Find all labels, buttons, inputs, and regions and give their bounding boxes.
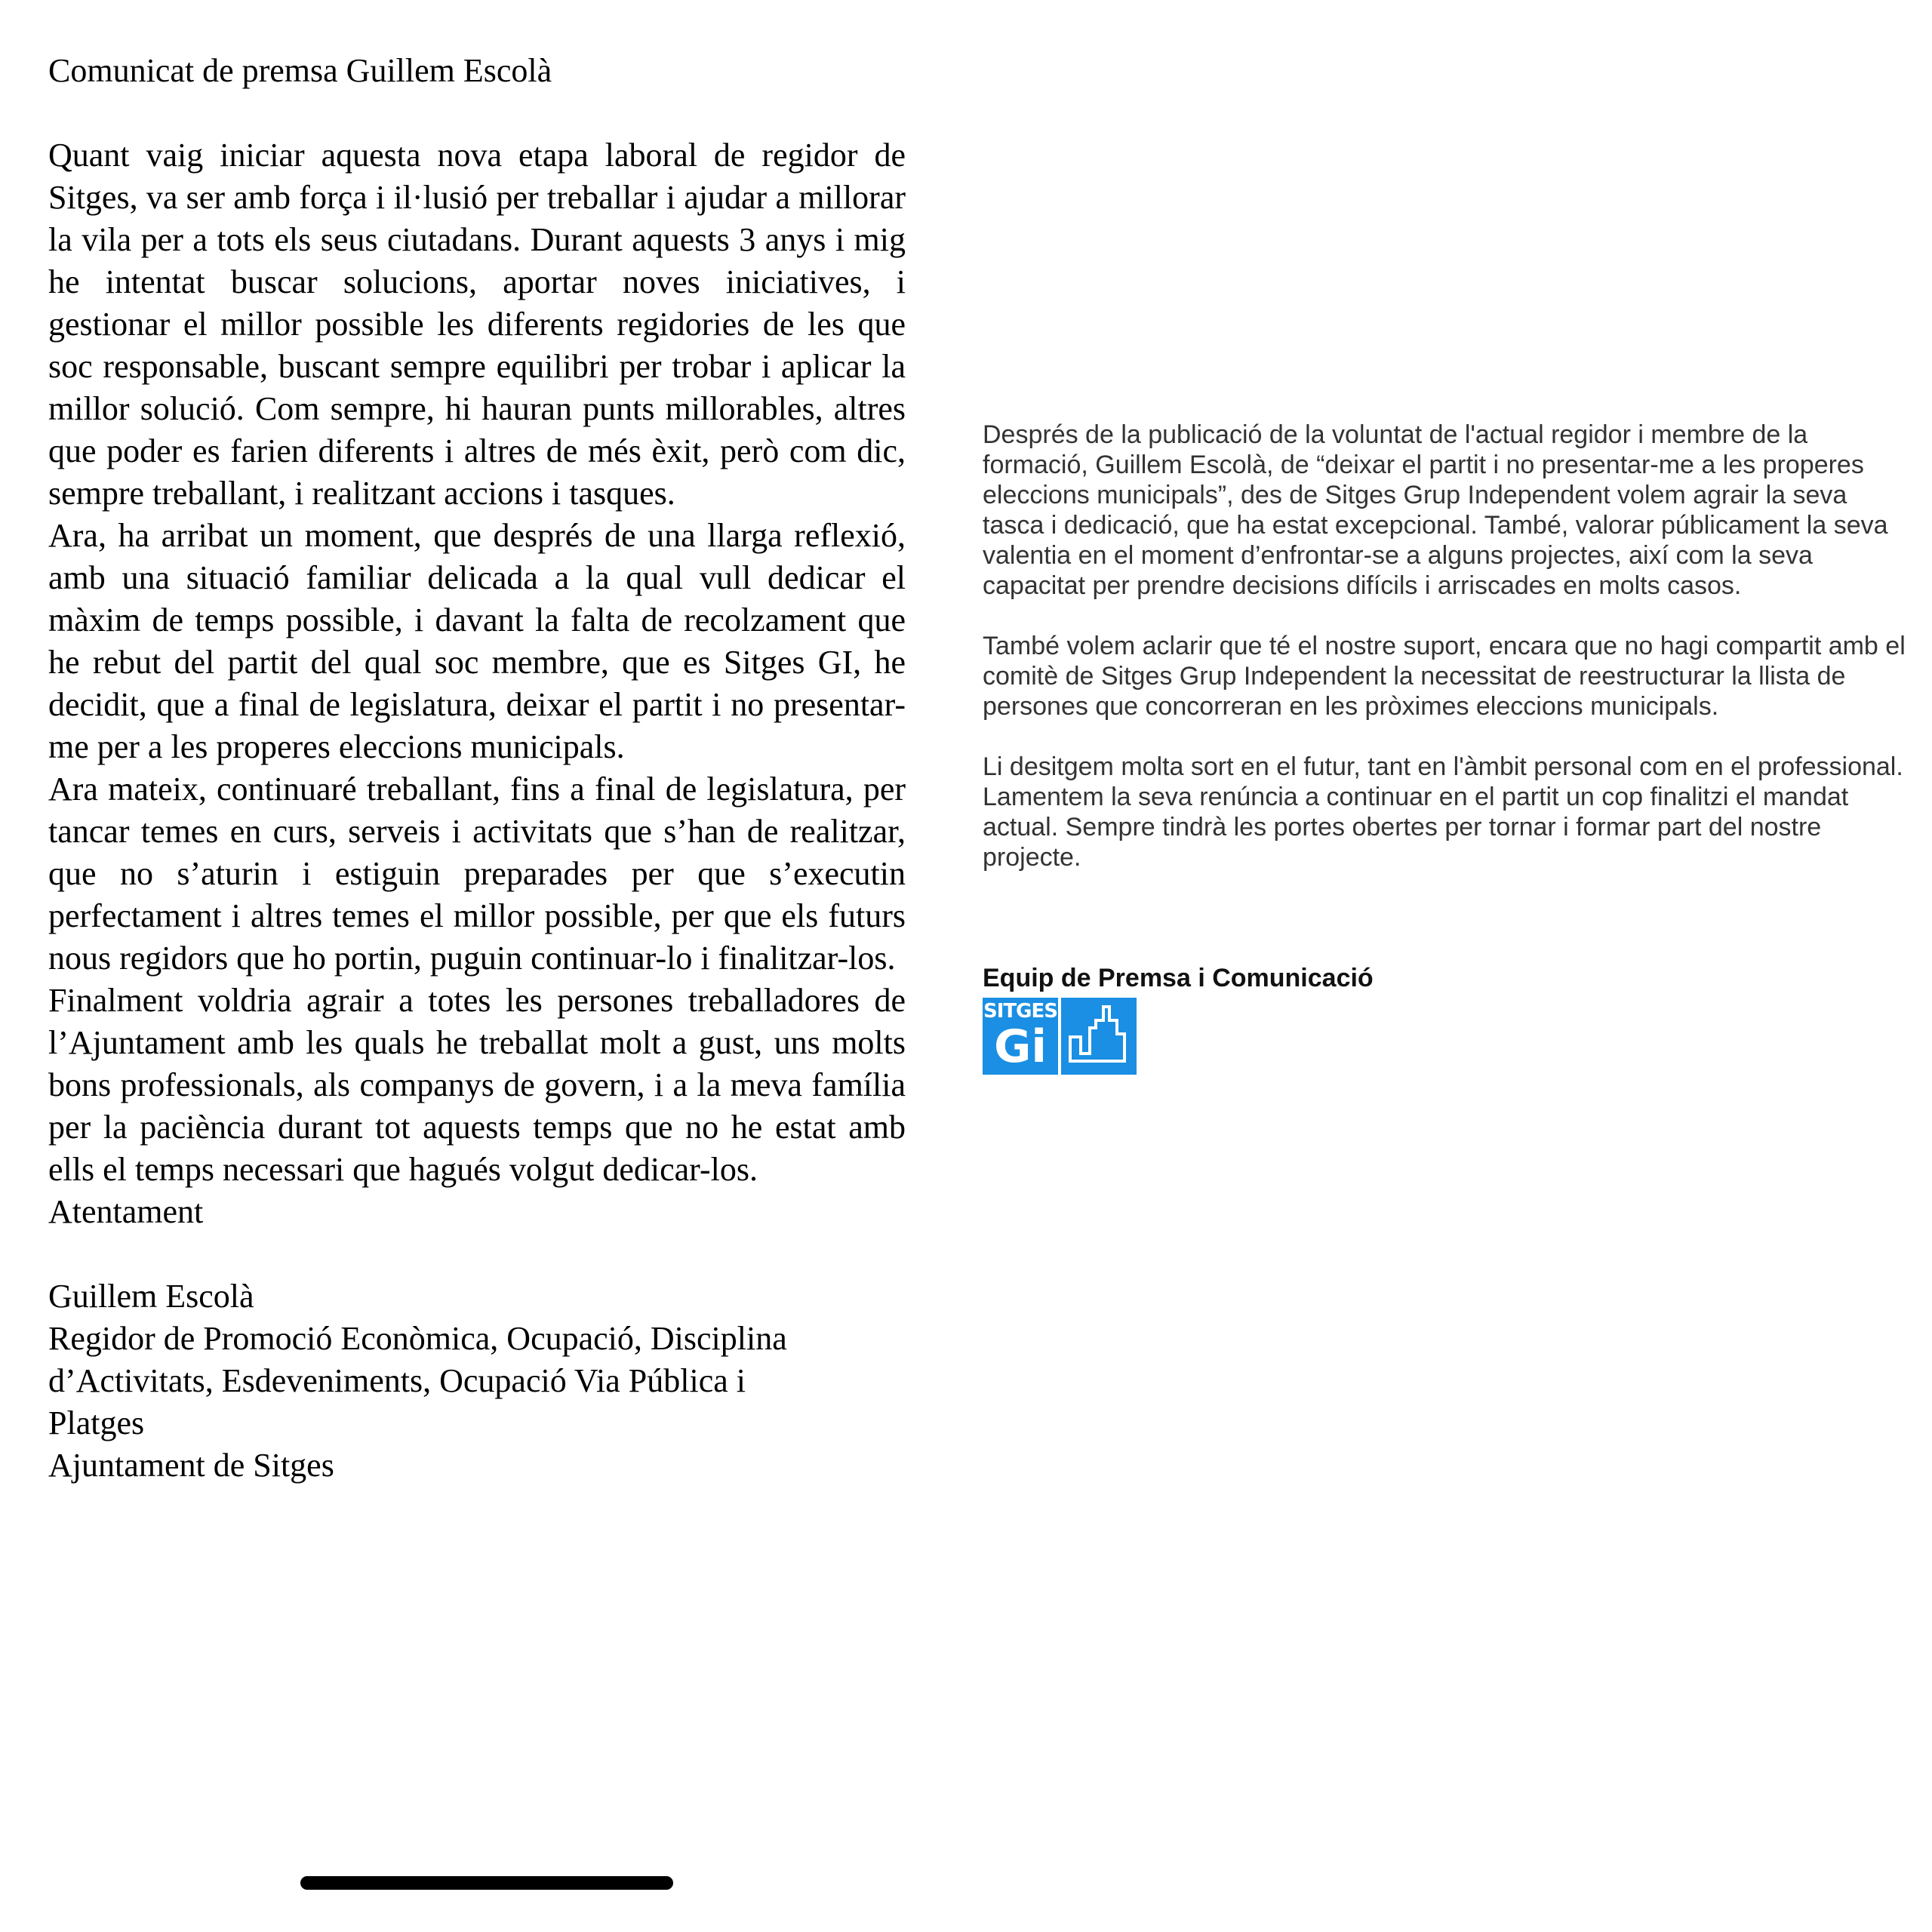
party-response-statement bbox=[983, 420, 1914, 1075]
statement-paragraph: Ara mateix, continuaré treballant, fins a final de legislatura, per tancar temes en curs, serveis i activitats que s’han de realitzar, que no s’aturin i estiguin preparades per que s’executin perfectament i altres temes el millor possible, per que els futurs nous regidors que ho portin, puguin continuar-lo i finalitzar-los. bbox=[48, 771, 906, 977]
sitges-gi-logo bbox=[983, 998, 1914, 1075]
logo-gi-text: Gi bbox=[994, 1020, 1047, 1073]
response-paragraph: Li desitgem molta sort en el futur, tant en l'àmbit personal com en el professional. Lamentem la seva renúncia a continuar en el partit un cop finalitzi el mandat actual. Sempre tindrà les portes obertes per tornar i formar part del nostre projecte. bbox=[983, 752, 1903, 872]
home-indicator[interactable] bbox=[300, 1876, 673, 1890]
signature-organization: Ajuntament de Sitges bbox=[48, 1447, 334, 1484]
building-outline-icon bbox=[1061, 998, 1137, 1075]
statement-paragraph: Ara, ha arribat un moment, que després de una llarga reflexió, amb una situació familiar delicada a la qual vull dedicar el màxim de temps possible, i davant la falta de recolzament que he rebut del partit del qual soc membre, que es Sitges GI, he decidit, que a final de legislatura, deixar el partit i no presentar-me per a les properes eleccions municipals. bbox=[48, 517, 906, 765]
logo-text-box bbox=[983, 998, 1058, 1075]
press-release-statement bbox=[48, 50, 906, 1487]
signature-name: Guillem Escolà bbox=[48, 1278, 254, 1315]
signature-role-line: Regidor de Promoció Econòmica, Ocupació, Disciplina bbox=[48, 1320, 787, 1357]
statement-closing: Atentament bbox=[48, 1193, 204, 1230]
statement-paragraph: Finalment voldria agrair a totes les persones treballadores de l’Ajuntament amb les quals he treballat molt a gust, uns molts bons professionals, als companys de govern, i a la meva família per la paciència durant tot aquests temps que no he estat amb ells el temps necessari que hagués volgut dedicar-los. bbox=[48, 982, 906, 1188]
signature-block bbox=[48, 1275, 906, 1487]
statement-paragraph: Quant vaig iniciar aquesta nova etapa laboral de regidor de Sitges, va ser amb força i il·lusió per treballar i ajudar a millorar la vila per a tots els seus ciutadans. Durant aquests 3 anys i mig he intentat buscar solucions, aportar noves iniciatives, i gestionar el millor possible les diferents regidories de les que soc responsable, buscant sempre equilibri per trobar i aplicar la millor solució. Com sempre, hi hauran punts millorables, altres que poder es farien diferents i altres de més èxit, però com dic, sempre treballant, i realitzant accions i tasques. bbox=[48, 137, 906, 512]
response-paragraph: També volem aclarir que té el nostre suport, encara que no hagi compartit amb el comitè de Sitges Grup Independent la necessitat de reestructurar la llista de persones que concorreran en les pròximes eleccions municipals. bbox=[983, 632, 1906, 721]
signature-role-line: Platges bbox=[48, 1404, 145, 1441]
signature-role-line: d’Activitats, Esdeveniments, Ocupació Via Pública i bbox=[48, 1362, 746, 1399]
statement-title: Comunicat de premsa Guillem Escolà bbox=[48, 52, 552, 89]
press-team-signature: Equip de Premsa i Comunicació bbox=[983, 964, 1374, 992]
response-paragraph: Després de la publicació de la voluntat de l'actual regidor i membre de la formació, Guillem Escolà, de “deixar el partit i no presentar-me a les properes eleccions municipals”, des de Sitges Grup Independent volem agrair la seva tasca i dedicació, que ha estat excepcional. També, valorar públicament la seva valentia en el moment d’enfrontar-se a alguns projectes, així com la seva capacitat per prendre decisions difícils i arriscades en molts casos. bbox=[983, 420, 1888, 600]
logo-sitges-text: SITGES bbox=[983, 1000, 1057, 1023]
